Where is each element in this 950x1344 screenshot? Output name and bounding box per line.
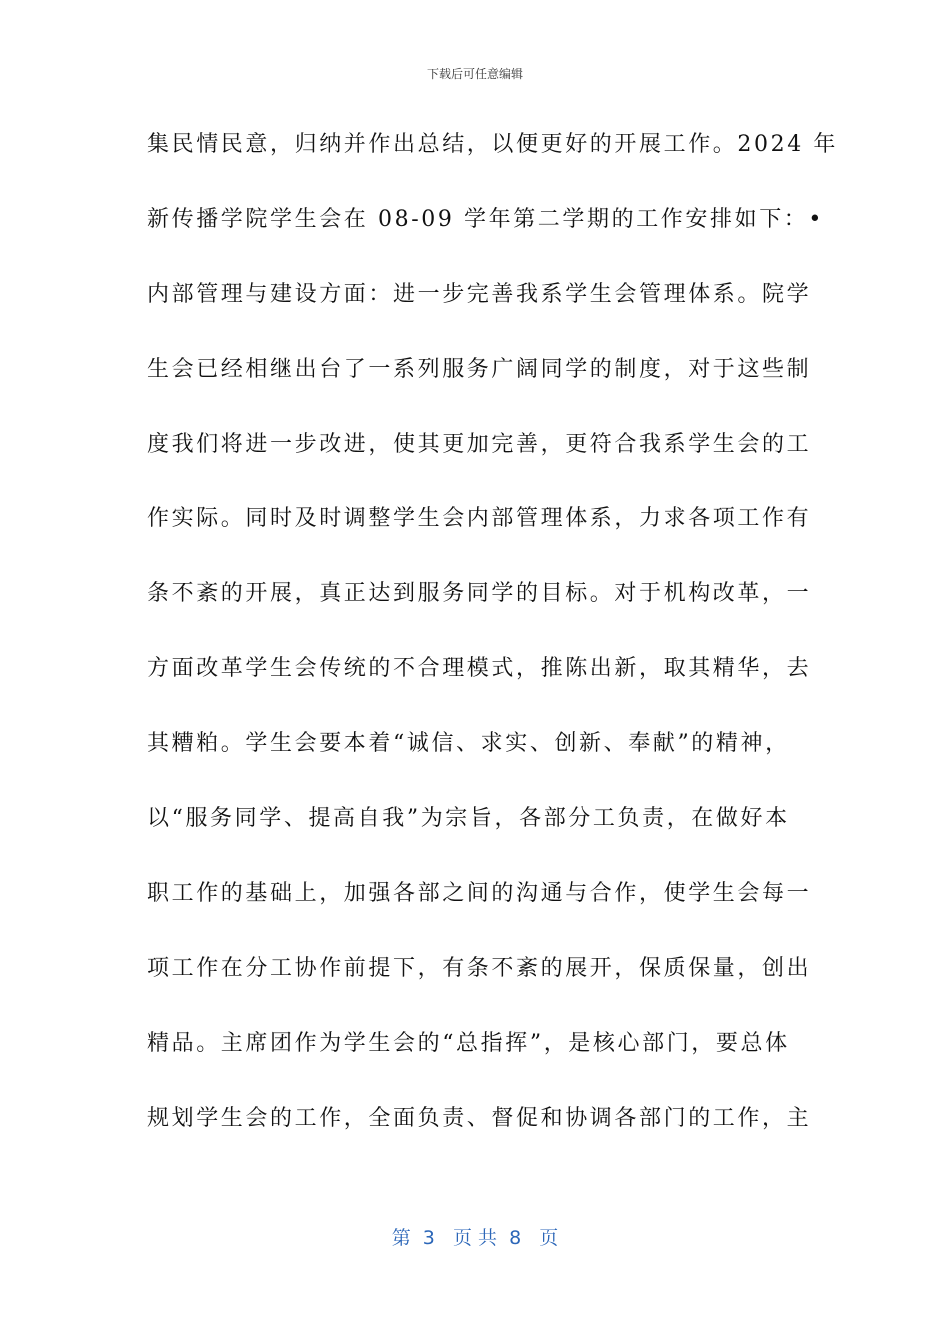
page-header: 下载后可任意编辑	[426, 67, 523, 81]
text-line: 内部管理与建设方面：进一步完善我系学生会管理体系。院学	[147, 281, 812, 307]
text-line: 其糟粕。学生会要本着“诚信、求实、创新、奉献”的精神，	[147, 731, 790, 757]
text-line: 规划学生会的工作，全面负责、督促和协调各部门的工作，主	[147, 1105, 812, 1131]
document-body	[147, 108, 838, 1156]
text-line: 集民情民意，归纳并作出总结，以便更好的开展工作。2024 年	[147, 132, 838, 157]
text-line: 职工作的基础上，加强各部之间的沟通与合作，使学生会每一	[147, 880, 812, 906]
text-line: 生会已经相继出台了一系列服务广阔同学的制度，对于这些制	[147, 356, 812, 382]
text-line: 度我们将进一步改进，使其更加完善，更符合我系学生会的工	[147, 431, 812, 457]
text-line: 新传播学院学生会在 08-09 学年第二学期的工作安排如下：•	[147, 206, 824, 232]
page-number-footer: 第 3 页 共 8 页	[391, 1227, 559, 1249]
text-line: 条不紊的开展，真正达到服务同学的目标。对于机构改革，一	[147, 581, 812, 607]
text-line: 精品。主席团作为学生会的“总指挥”，是核心部门，要总体	[147, 1030, 790, 1056]
text-line: 方面改革学生会传统的不合理模式，推陈出新，取其精华，去	[147, 656, 812, 682]
text-line: 项工作在分工协作前提下，有条不紊的展开，保质保量，创出	[147, 955, 812, 981]
text-line: 作实际。同时及时调整学生会内部管理体系，力求各项工作有	[147, 506, 812, 532]
text-line: 以“服务同学、提高自我”为宗旨，各部分工负责，在做好本	[147, 806, 790, 832]
